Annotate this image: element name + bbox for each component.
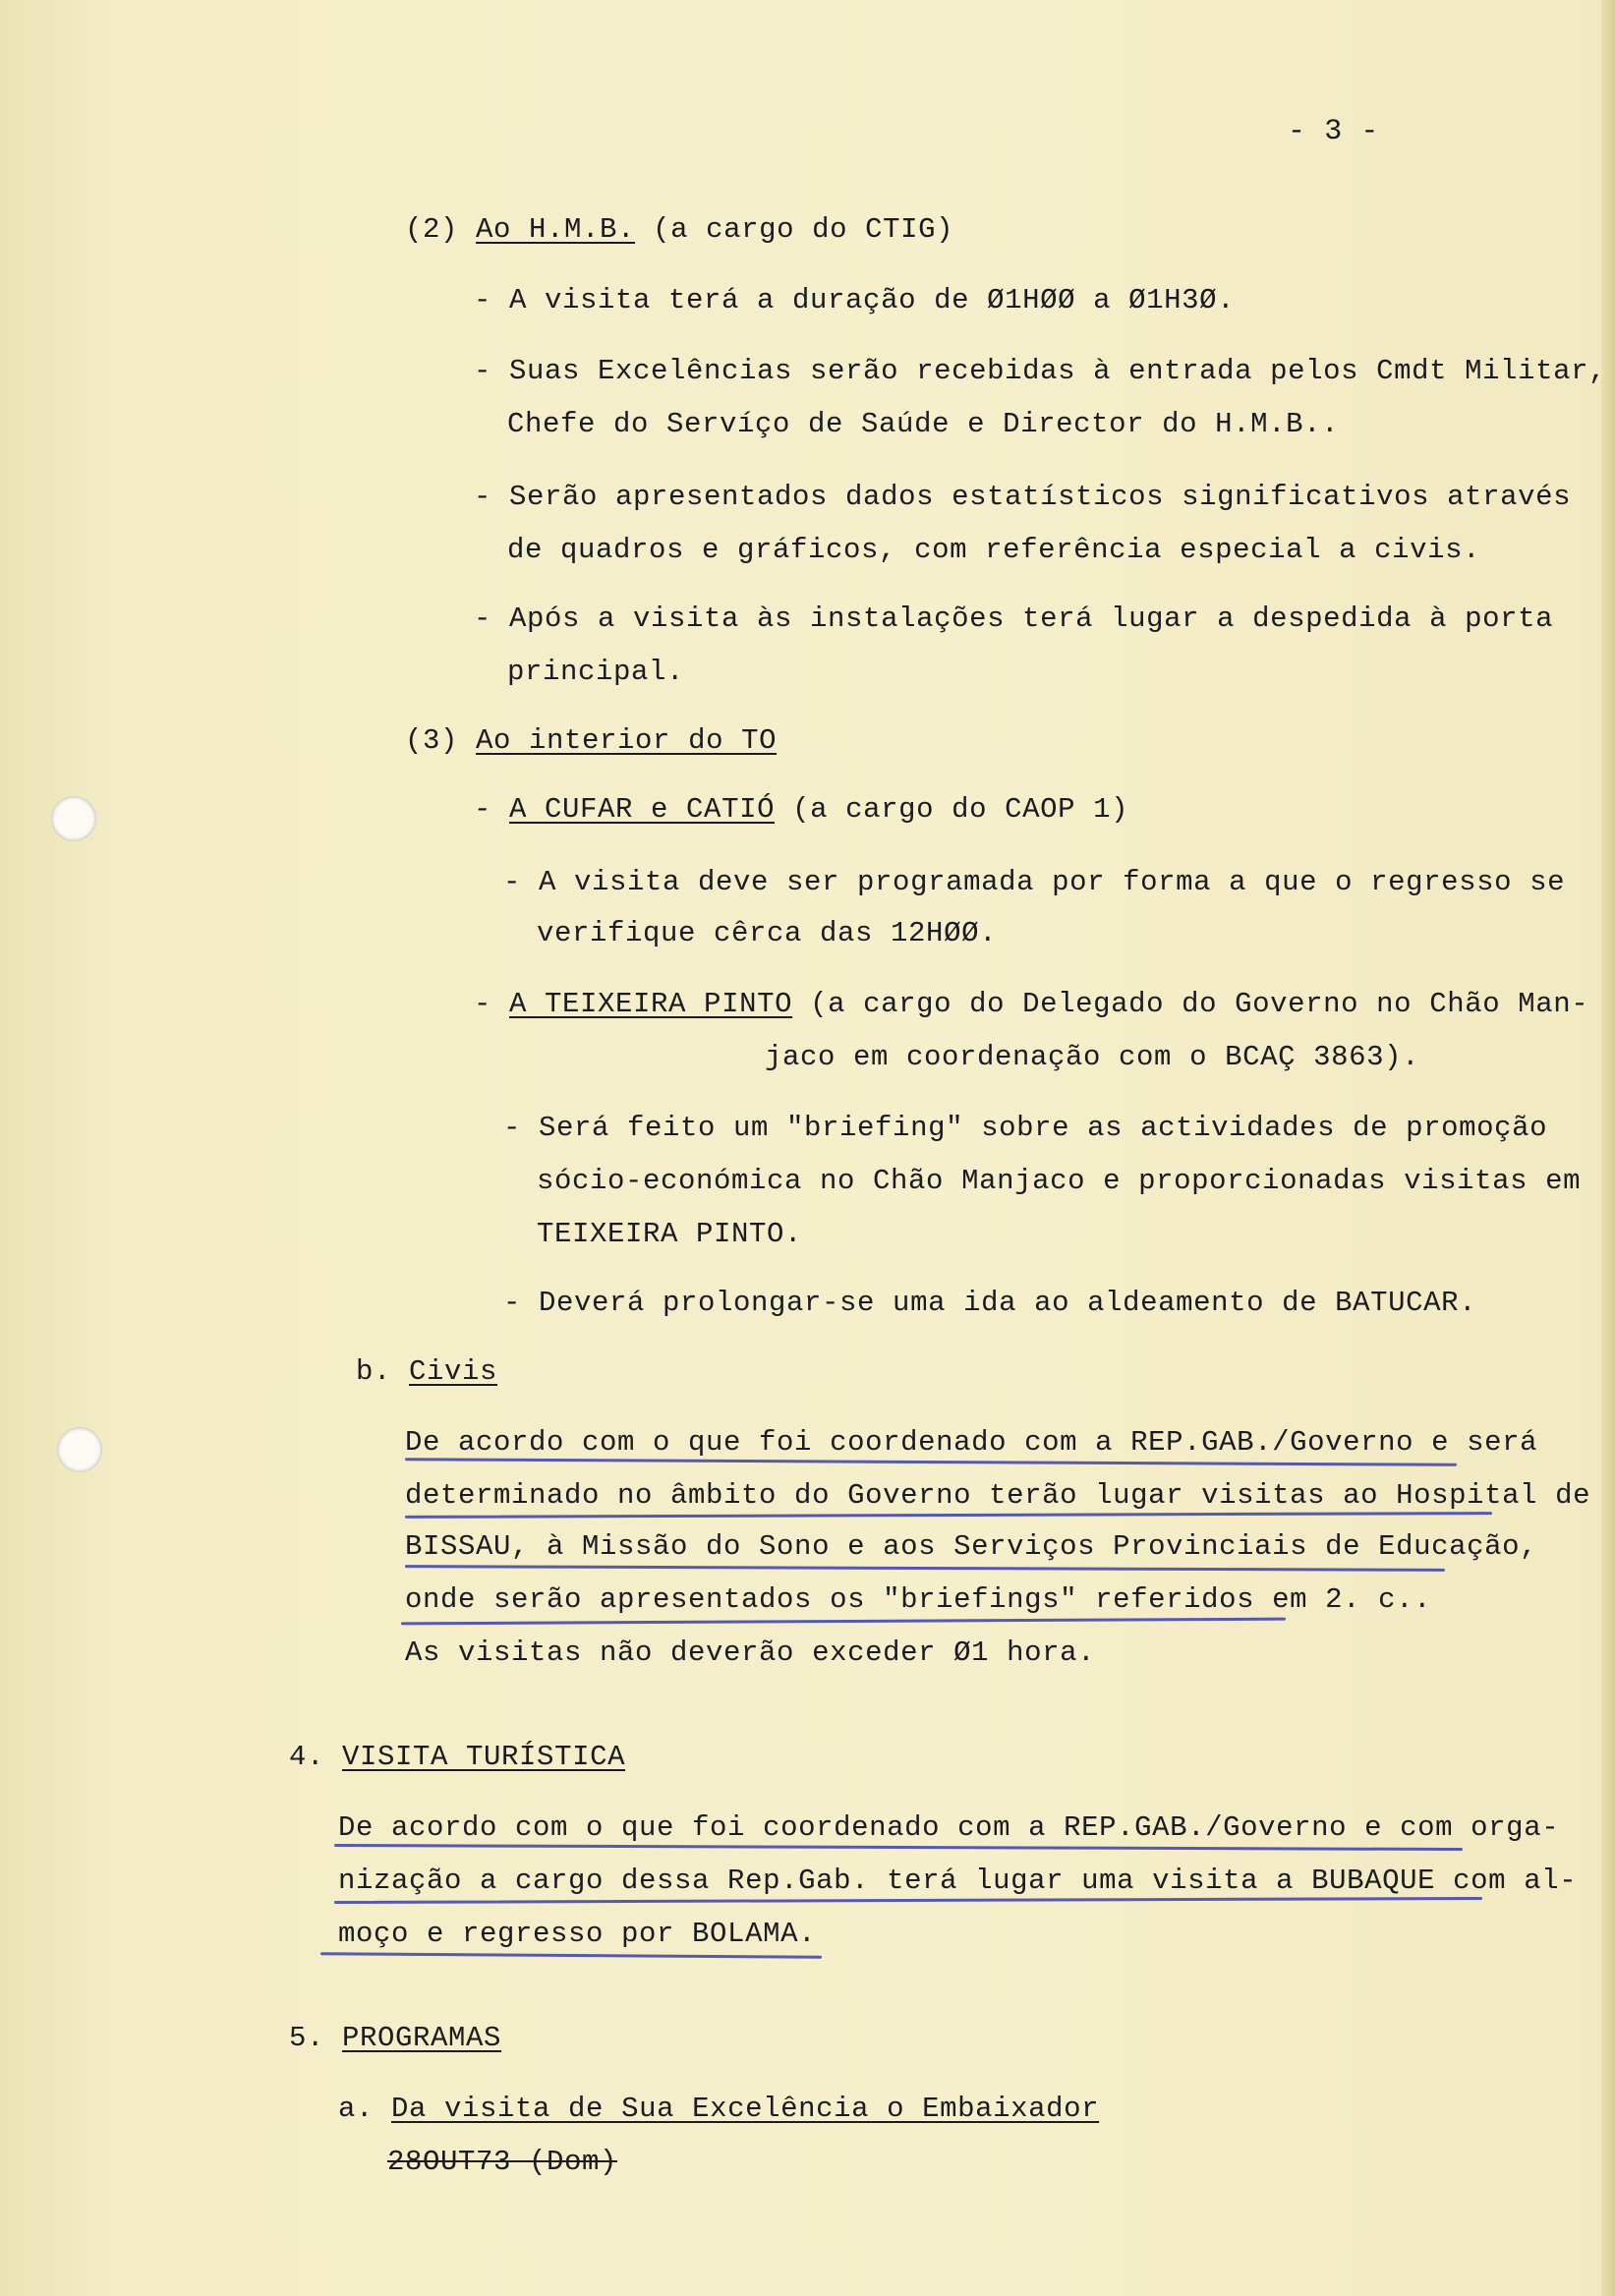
section-5a-struck-date: 28OUT73 (Dom) xyxy=(387,2146,618,2178)
section-3-heading xyxy=(405,723,777,759)
teixeira-dash: - xyxy=(474,988,492,1020)
section-5a-label: a. xyxy=(338,2093,375,2125)
section-2-label: (2) xyxy=(405,213,459,246)
punch-hole-lower xyxy=(57,1427,102,1472)
section-2-item-1: - A visita terá a duração de Ø1HØØ a Ø1H3Ø. xyxy=(474,284,1236,316)
section-2-heading xyxy=(405,212,953,248)
section-2-title: Ao H.M.B. xyxy=(476,213,636,246)
section-b-label: b. xyxy=(356,1355,392,1388)
section-4-line-1: De acordo com o que foi coordenado com a REP.GAB./Governo e com orga- xyxy=(338,1811,1560,1844)
section-2-item-2: - Suas Excelências serão recebidas à entrada pelos Cmdt Militar, xyxy=(474,355,1607,387)
section-b-line-2: determinado no âmbito do Governo terão lugar visitas ao Hospital de xyxy=(405,1479,1591,1512)
section-3-title: Ao interior do TO xyxy=(476,724,778,757)
section-b-line-4: onde serão apresentados os "briefings" referidos em 2. c.. xyxy=(405,1583,1432,1616)
pen-underline-b-4 xyxy=(401,1618,1286,1626)
teixeira-item-2: - Deverá prolongar-se uma ida ao aldeamento de BATUCAR. xyxy=(503,1287,1477,1319)
section-2-item-4-cont: principal. xyxy=(507,656,685,688)
section-5a-heading xyxy=(338,2092,1099,2127)
section-5-label: 5. xyxy=(289,2022,325,2054)
section-b-line-3: BISSAU, à Missão do Sono e aos Serviços Provinciais de Educação, xyxy=(405,1530,1538,1563)
section-5-heading xyxy=(289,2021,501,2056)
cufar-title-suffix: (a cargo do CAOP 1) xyxy=(792,793,1129,826)
section-4-label: 4. xyxy=(289,1741,325,1773)
section-2-title-suffix: (a cargo do CTIG) xyxy=(653,213,954,246)
teixeira-title-suffix: (a cargo do Delegado do Governo no Chão Man- xyxy=(810,988,1589,1020)
cufar-line-1: - A visita deve ser programada por forma a que o regresso se xyxy=(503,866,1566,898)
cufar-title: A CUFAR e CATIÓ xyxy=(509,793,776,826)
section-2-item-4: - Após a visita às instalações terá lugar a despedida à porta xyxy=(474,603,1554,635)
teixeira-item-1-cont-1: sócio-económica no Chão Manjaco e proporcionadas visitas em xyxy=(537,1165,1582,1197)
cufar-line-2: verifique cêrca das 12HØØ. xyxy=(537,917,998,949)
section-3-label: (3) xyxy=(405,724,459,757)
section-5a-title: Da visita de Sua Excelência o Embaixador xyxy=(391,2093,1100,2125)
section-b-line-1: De acordo com o que foi coordenado com a REP.GAB./Governo e será xyxy=(405,1426,1538,1459)
section-b-heading xyxy=(356,1354,497,1390)
teixeira-item-1: - Será feito um "briefing" sobre as actividades de promoção xyxy=(503,1112,1548,1144)
section-4-title: VISITA TURÍSTICA xyxy=(342,1741,626,1773)
section-4-line-2: nização a cargo dessa Rep.Gab. terá lugar uma visita a BUBAQUE com al- xyxy=(338,1865,1578,1897)
pen-underline-b-3 xyxy=(405,1565,1445,1572)
teixeira-item-1-cont-2: TEIXEIRA PINTO. xyxy=(537,1218,803,1250)
punch-hole-upper xyxy=(51,796,96,841)
section-b-line-5: As visitas não deverão exceder Ø1 hora. xyxy=(405,1636,1096,1669)
section-2-item-3-cont: de quadros e gráficos, com referência especial a civis. xyxy=(507,534,1481,566)
teixeira-heading xyxy=(474,987,1588,1022)
cufar-heading xyxy=(474,792,1128,828)
teixeira-title: A TEIXEIRA PINTO xyxy=(509,988,793,1020)
paper-edge xyxy=(1601,0,1615,2296)
section-b-title: Civis xyxy=(409,1355,498,1388)
teixeira-title-cont: jaco em coordenação com o BCAÇ 3863). xyxy=(765,1041,1420,1073)
section-2-item-3: - Serão apresentados dados estatísticos significativos através xyxy=(474,481,1572,513)
pen-underline-4-3 xyxy=(320,1952,822,1959)
cufar-dash: - xyxy=(474,793,492,826)
section-4-line-3: moço e regresso por BOLAMA. xyxy=(338,1918,817,1950)
section-5-title: PROGRAMAS xyxy=(342,2022,502,2054)
page-number: - 3 - xyxy=(1288,115,1380,148)
section-2-item-2-cont: Chefe do Servíço de Saúde e Director do H.M.B.. xyxy=(507,408,1340,440)
section-4-heading xyxy=(289,1740,625,1775)
